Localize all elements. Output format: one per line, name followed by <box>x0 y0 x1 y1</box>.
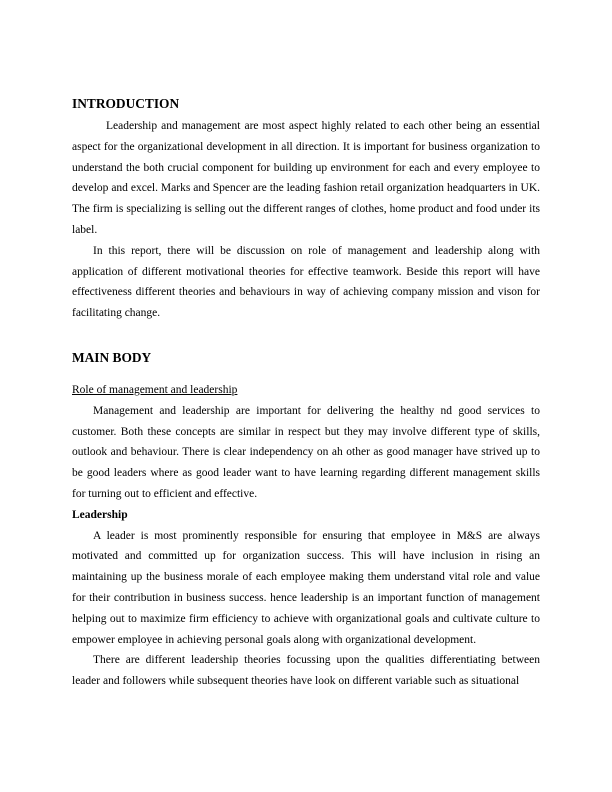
leadership-paragraph-2: There are different leadership theories focussing upon the qualities differentiating between leader and followers while subsequent theories have look on different variable such as situational <box>72 654 540 688</box>
leadership-paragraph-1: A leader is most prominently responsible for ensuring that employee in M&S are always motivated and committed up for organization success. This will have inclusion in rising an maintaining up the business morale of each employee making them understand vital role and value for their contribution in business success. hence leadership is an important function of management helping out to maximize firm efficiency to achieve with organizational goals and cultivate culture to empower employee in achieving personal goals along with organizational development. <box>72 529 540 646</box>
document-page <box>72 95 540 692</box>
leadership-subheading: Leadership <box>72 508 128 521</box>
introduction-heading: INTRODUCTION <box>72 96 180 111</box>
role-paragraph: Management and leadership are important for delivering the healthy nd good services to customer. Both these concepts are similar in respect but they may involve different type of skills, outlook and behaviour. There is clear independency on ah other as good manager have strived up to be good leaders where as good leader want to have learning regarding different management skills for turning out to efficient and effective. <box>72 404 540 500</box>
main-body-heading: MAIN BODY <box>72 349 152 365</box>
introduction-paragraph-1: Leadership and management are most aspect highly related to each other being an essential aspect for the organizational development in all direction. It is important for business organization to understand the both crucial component for building up environment for each and every employee to develop and excel. Marks and Spencer are the leading fashion retail organization headquarters in UK. The firm is specializing is selling out the different ranges of clothes, home product and food under its label. <box>72 120 540 236</box>
role-subheading: Role of management and leadership <box>72 383 238 396</box>
introduction-paragraph-2: In this report, there will be discussion on role of management and leadership along with application of different motivational theories for effective teamwork. Beside this report will have effectiveness different theories and behaviours in way of achieving company mission and vison for facilitating change. <box>72 244 540 320</box>
